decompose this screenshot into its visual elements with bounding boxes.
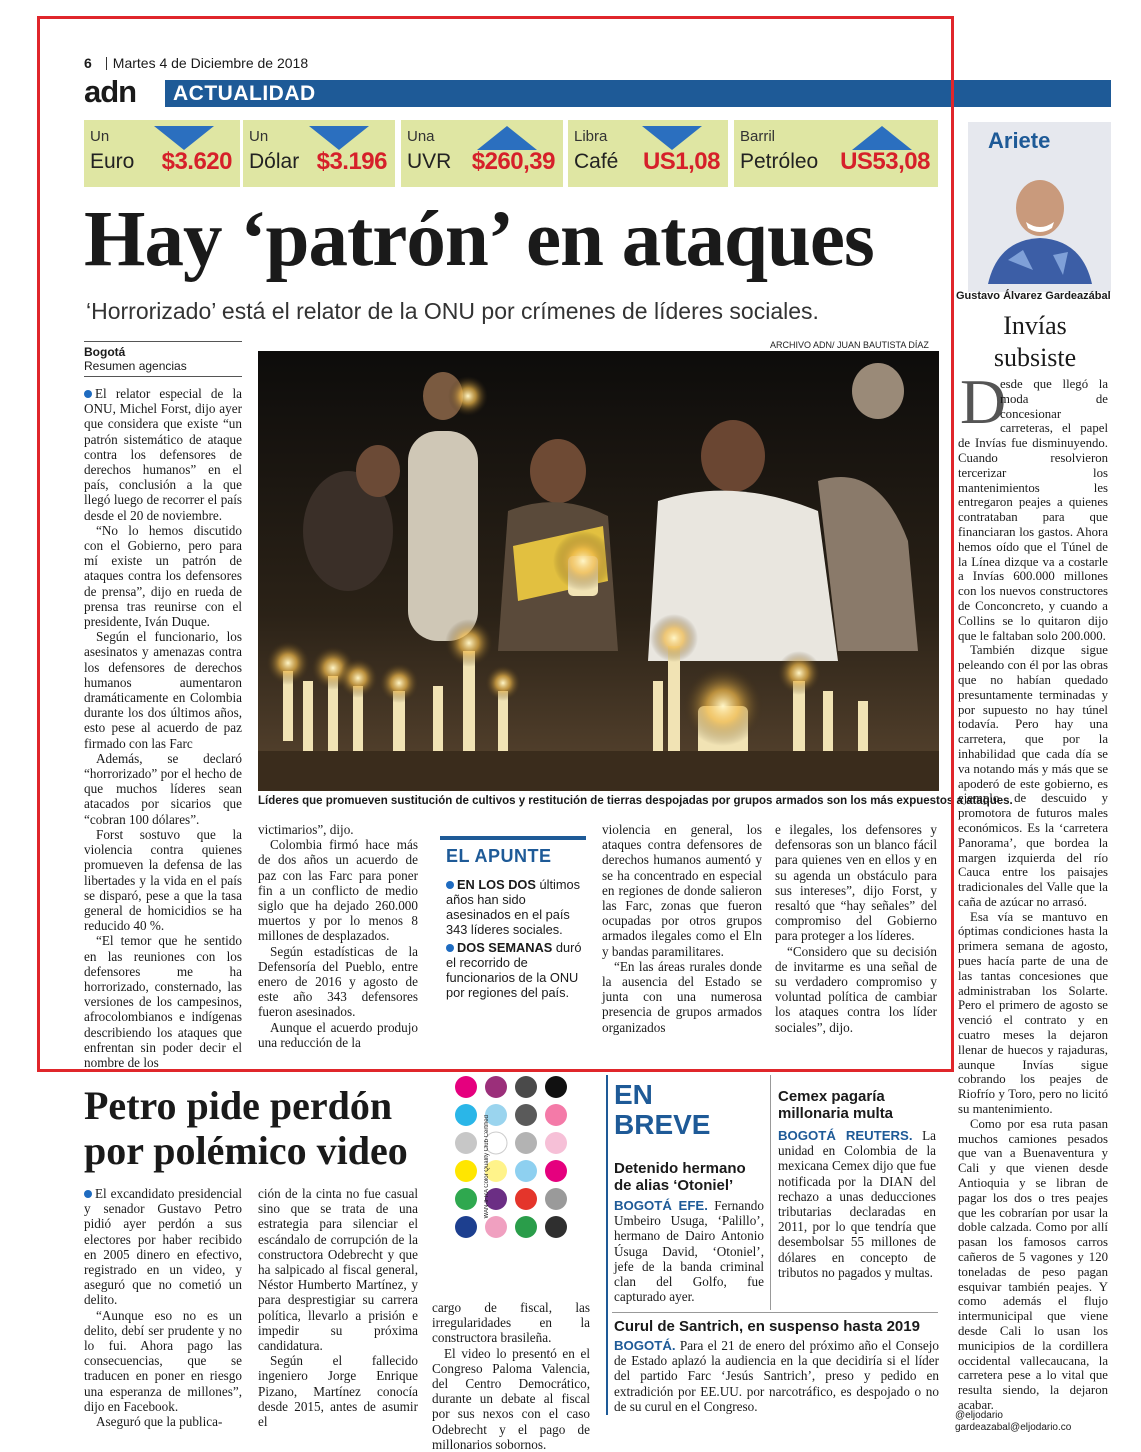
color-calibration-chart xyxy=(452,1075,570,1315)
en-breve-title: EN BREVE xyxy=(614,1079,711,1140)
indicator-dolar: Un Dólar $3.196 xyxy=(243,120,395,187)
vigil-photo xyxy=(258,351,939,791)
article-headline: Hay ‘patrón’ en ataques xyxy=(84,196,874,283)
article-paragraph: Según estadísticas de la Defensoría del Pueblo, entre enero de 2016 y agosto de este año 343 defensores fueron asesinados. xyxy=(258,943,418,1020)
article-column-4 xyxy=(775,822,937,1035)
article-paragraph: El relator especial de la ONU, Michel Forst, dijo ayer que considera que existe “un patrón sistemático de ataque contra los defensores de derechos humanos” en el país, conclusión a la que llegó luego de recorrer el país desde el 20 de noviembre. xyxy=(84,386,242,523)
opinion-paragraph: Como por esa ruta pasan muchos camiones pesados que van a Buenaventura y Cali y que vienen desde Antioquia y se libran de pagar los dos o tres peajes que les cobrarían por usar la doble calzada. Como por allí pasan los famosos carros cañeros de 5 vagones y 120 toneladas de peso pagan esquivar también peajes. Y como además el flujo intermunicipal que viene desde Cali lo usan los municipios de la cordillera occidental vallecaucana, la carretera pese a lo vital que resulta siendo, la dejaron acabar. xyxy=(958,1116,1108,1412)
section-label: ACTUALIDAD xyxy=(173,82,316,105)
apunte-item-1: EN LOS DOS últimos años han sido asesinados en el país 343 líderes sociales. xyxy=(446,877,581,937)
article-paragraph: Forst sostuvo que la violencia contra quienes promueven la defensa de las libertades y la vida en el país se disparó, pese a que la tasa general de homicidios se ha reducido 40 %. xyxy=(84,826,242,934)
trend-up-icon xyxy=(477,126,537,150)
article-column-3 xyxy=(602,822,762,1035)
brief-3-text: BOGOTÁ. Para el 21 de enero del próximo año el Consejo de Estado aplazó la audiencia en la que decidiría si el líder del partido Farc ‘Jesús Santrich’, preso y pedido en extradición por EE.UU. por narcotráfico, es despojado o no de su curul en el Congreso. xyxy=(614,1338,940,1414)
trend-up-icon xyxy=(852,126,912,150)
article-column-1 xyxy=(84,386,242,1070)
en-breve-rule xyxy=(606,1075,608,1415)
article-paragraph: violencia en general, los ataques contra defensores de derechos humanos aumentó y se ha concentrado en especial en regiones de donde salieron las Farc, zonas que fueron ocupadas por otros grupos armados ilegales como el Eln y bandas paramilitares. xyxy=(602,822,762,959)
opinion-paragraph: Esa vía se mantuvo en óptimas condiciones hasta la primera semana de agosto, pues hacía parte de una de las tantas concesiones que administraban los Solarte. Pero el primero de agosto se venció el contrato y en cuatro meses la dejaron llenar de huecos y rajaduras, aunque Invías sigue cobrando los peajes de Riofrío y Toro, pero no licitó su mantenimiento. xyxy=(958,909,1108,1117)
indicator-uvr: Una UVR $260,39 xyxy=(401,120,563,187)
trend-down-icon xyxy=(309,126,369,150)
apunte-title: EL APUNTE xyxy=(446,846,552,866)
opinion-paragraph: También dizque sigue peleando con él por las obras que no habían quedado presuntamente terminadas y por supuesto no hay túnel todavía. Pero hay una carretera, que por la inhabilidad que cada día se va notando más y más que se apoderó de este gobierno, es ejemplo de descuido y promotora de futuros males económicos. Es la ‘carretera Panorama’, que bordea la margen izquierda del río Cauca entre los paisajes tradicionales del Valle que la caña de azúcar no arrasó. xyxy=(958,643,1108,909)
petro-column-2 xyxy=(258,1186,418,1429)
article-paragraph: Además, se declaró “horrorizado” por el hecho de que muchos líderes sean atacados por sicarios que “cobran 100 dólares”. xyxy=(84,750,242,827)
opinion-body xyxy=(958,377,1108,1413)
petro-paragraph: cargo de fiscal, las irregularidades en la constructora brasileña. xyxy=(432,1300,590,1346)
petro-column-1 xyxy=(84,1186,242,1429)
indicator-petroleo: Barril Petróleo US53,08 xyxy=(734,120,938,187)
bullet-icon xyxy=(84,1190,92,1198)
column-contact xyxy=(955,1410,1071,1434)
trend-down-icon xyxy=(642,126,702,150)
opinion-paragraph: esde que llegó la moda de concesionar carreteras, el papel de Invías fue disminuyendo. Cuando resolvieron tercerizar los mantenimientos les entregaron peajes a quienes contrataban para que financiaran los gastos. Ahora hemos oído que el Túnel de la Línea dizque va a costarle a Invías 600.000 millones con los nuevos constructores de Conconcreto, y cuando a Collins se lo quitaron dijo que le faltaban solo 200.000. xyxy=(958,377,1108,643)
petro-paragraph: ción de la cinta no fue casual sino que se trata de una estrategia para silenciar el escándalo de corrupción de la constructora Odebrecht y que ha salpicado al fiscal general, Néstor Humberto Martínez, y para desprestigiar su carrera política, llevarlo a prisión e impedir su próxima candidatura. xyxy=(258,1186,418,1354)
petro-paragraph: Aseguró que la publica- xyxy=(96,1414,223,1430)
column-title: Invías subsiste xyxy=(993,311,1077,372)
article-paragraph: Colombia firmó hace más de dos años un acuerdo de paz con las Farc para poner fin a un conflicto de medio siglo que ha dejado 260.000 muertos y por lo menos 8 millones de desplazados. xyxy=(258,837,418,944)
petro-paragraph: “Aunque eso no es un delito, debí ser prudente y no lo fui. Ahora pago las consecuencias, que se traducen en poner en riesgo una esperanza de millones”, dijo en Facebook. xyxy=(84,1307,242,1414)
photo-credit: ARCHIVO ADN/ JUAN BAUTISTA DÍAZ xyxy=(770,340,929,350)
article-paragraph: e ilegales, los defensores y defensoras son un blanco fácil para quienes ven en ellos y en su agenda un obstáculo para sus intereses”, dijo Forst, y resaltó que “hay señales” del compromiso del Gobierno para proteger a los líderes. xyxy=(775,822,937,944)
indicator-euro: Un Euro $3.620 xyxy=(84,120,240,187)
article-subhead: ‘Horrorizado’ está el relator de la ONU por crímenes de líderes sociales. xyxy=(86,298,819,324)
byline-place: Bogotá xyxy=(84,345,126,359)
petro-column-3 xyxy=(432,1300,590,1452)
brief-3-title: Curul de Santrich, en suspenso hasta 2019 xyxy=(614,1318,920,1335)
bullet-icon xyxy=(446,881,454,889)
petro-paragraph: El video lo presentó en el Congreso Paloma Valencia, del Centro Democrático, durante un debate al fiscal por sus nexos con el caso Odebrecht y el pago de millonarios sobornos. xyxy=(432,1345,590,1452)
ariete-label: Ariete xyxy=(988,128,1051,153)
color-quality-label: WAN-IFRA Color Quality Club Certified xyxy=(484,1115,490,1219)
article-paragraph: “En las áreas rurales donde la ausencia del Estado se junta con una numerosa presencia de grupos armados organizados xyxy=(602,958,762,1035)
article-paragraph: “El temor que he sentido en las reuniones con los defensores me ha horrorizado, consternado, las versiones de los campesinos, afrocolombianos e indígenas describiendo los ataques que enfrentan sin poder decir el nombre de los xyxy=(84,933,242,1070)
photo-caption: Líderes que promueven sustitución de cultivos y restitución de tierras despojadas por grupos armados son los más expuestos a ataques. xyxy=(258,795,1013,807)
dropcap: D xyxy=(960,366,1007,437)
column-author: Gustavo Álvarez Gardeazábal xyxy=(956,290,1111,302)
brief-1-title: Detenido hermano de alias ‘Otoniel’ xyxy=(614,1160,746,1194)
apunte-item-2: DOS SEMANAS duró el recorrido de funcionarios de la ONU por regiones del país. xyxy=(446,940,582,1000)
article-paragraph: “Considero que su decisión de invitarme es una señal de su verdadero compromiso y voluntad política de cambiar los ataques contra los líder sociales”, dijo. xyxy=(775,943,937,1035)
article-paragraph: “No lo hemos discutido con el Gobierno, pero para mí existe un patrón de ataques contra los defensores de prensa”, dijo en rueda de prensa tras reunirse con el presidente, Iván Duque. xyxy=(84,522,242,630)
brief-2-text: BOGOTÁ REUTERS. La unidad en Colombia de la mexicana Cemex dijo que fue notificada por la DIAN del rechazo a unas deducciones tributarias declaradas en 2011, por lo que tendría que desembolsar 55 millones de dólares en concepto de tributos no pagados y multas. xyxy=(778,1128,936,1280)
petro-paragraph: El excandidato presidencial y senador Gustavo Petro pidió ayer perdón a sus electores por haber recibido en 2005 dinero en efectivo, registrado en un video, y aseguró que no cometió un delito. xyxy=(84,1186,242,1308)
email-address: gardeazabal@eljodario.co xyxy=(955,1422,1072,1433)
article-paragraph: Aunque el acuerdo produjo una reducción de la xyxy=(258,1019,418,1050)
bullet-icon xyxy=(84,390,92,398)
brief-1-text: BOGOTÁ EFE. Fernando Umbeiro Usuga, ‘Palillo’, hermano de Dairo Antonio Úsuga David, ‘Otoniel’, jefe de la banda criminal clan del Golfo, fue capturado ayer. xyxy=(614,1198,764,1305)
trend-down-icon xyxy=(154,126,214,150)
article-paragraph: Según el funcionario, los asesinatos y amenazas contra los defensores de derechos humanos aumentaron dramáticamente en Colombia durante los dos últimos años, esto pese al acuerdo de paz firmado con las Farc xyxy=(84,629,242,751)
author-portrait xyxy=(978,160,1102,284)
twitter-handle: @eljodario xyxy=(955,1410,1003,1421)
issue-date: Martes 4 de Diciembre de 2018 xyxy=(112,55,309,71)
byline-source: Resumen agencias xyxy=(84,359,187,373)
adn-logo: adn xyxy=(84,74,137,109)
bullet-icon xyxy=(446,944,454,952)
article-column-2 xyxy=(258,822,418,1050)
page-number: 6 xyxy=(84,55,92,71)
apunte-bar xyxy=(440,836,586,840)
indicator-cafe: Libra Café US1,08 xyxy=(568,120,728,187)
page-folio xyxy=(84,55,308,71)
petro-headline: Petro pide perdón por polémico video xyxy=(84,1083,408,1173)
petro-paragraph: Según el fallecido ingeniero Jorge Enrique Pizano, Martínez conocía desde 2015, antes de asumir el xyxy=(258,1353,418,1430)
article-paragraph: victimarios”, dijo. xyxy=(258,822,354,837)
brief-2-title: Cemex pagaría millonaria multa xyxy=(778,1088,894,1122)
